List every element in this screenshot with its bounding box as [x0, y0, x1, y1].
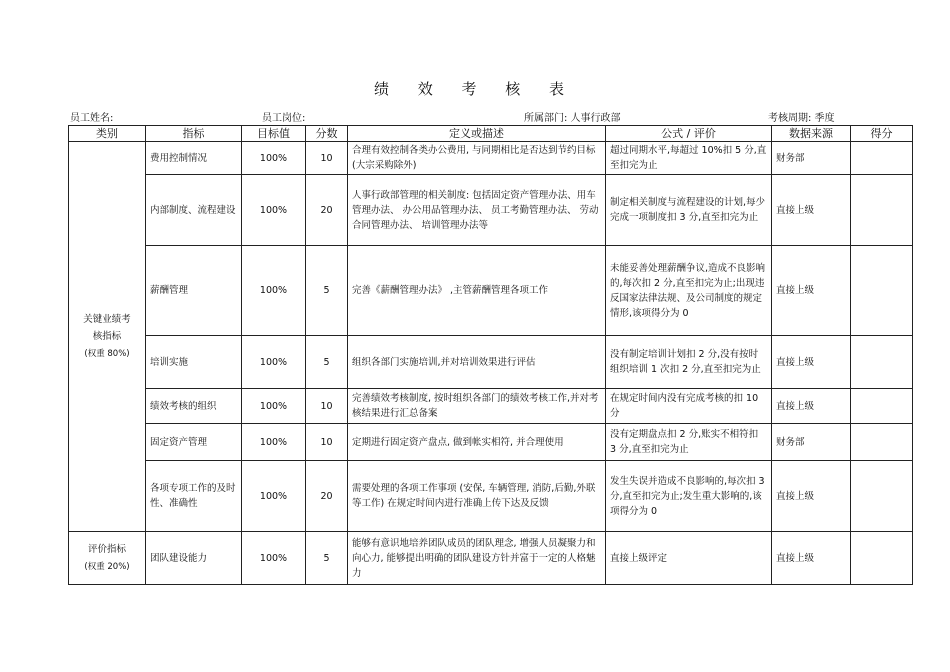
target-cell: 100%	[242, 461, 306, 532]
employee-position-label: 员工岗位:	[262, 113, 306, 124]
description-cell: 组织各部门实施培训,并对培训效果进行评估	[348, 336, 606, 389]
formula-cell: 直接上级评定	[606, 532, 772, 585]
description-cell: 能够有意识地培养团队成员的团队理念, 增强人员凝聚力和向心力, 能够提出明确的团队建设方针并富于一定的人格魅力	[348, 532, 606, 585]
source-cell: 直接上级	[772, 336, 851, 389]
category-cell-kpi	[69, 142, 146, 532]
indicator-cell: 培训实施	[146, 336, 242, 389]
formula-cell: 发生失误并造成不良影响的,每次扣 3 分,直至扣完为止;发生重大影响的,该项得分为 0	[606, 461, 772, 532]
source-cell: 财务部	[772, 142, 851, 175]
table-row	[69, 424, 913, 461]
score-cell: 5	[306, 532, 348, 585]
target-cell: 100%	[242, 175, 306, 246]
score-cell: 5	[306, 336, 348, 389]
description-cell: 需要处理的各项工作事项 (安保, 车辆管理, 消防,后勤,外联等工作) 在规定时间内进行准确上传下达及反馈	[348, 461, 606, 532]
formula-cell: 没有定期盘点扣 2 分,账实不相符扣 3 分,直至扣完为止	[606, 424, 772, 461]
table-header-row	[69, 126, 913, 142]
category-name: 评价指标	[87, 543, 126, 555]
category-cell-evaluation	[69, 532, 146, 585]
description-cell: 完善《薪酬管理办法》 ,主管薪酬管理各项工作	[348, 246, 606, 336]
result-cell[interactable]	[851, 424, 913, 461]
target-cell: 100%	[242, 389, 306, 424]
indicator-cell: 绩效考核的组织	[146, 389, 242, 424]
header-result: 得分	[851, 126, 913, 142]
indicator-cell: 费用控制情况	[146, 142, 242, 175]
target-cell: 100%	[242, 532, 306, 585]
source-cell: 直接上级	[772, 532, 851, 585]
score-cell: 10	[306, 424, 348, 461]
indicator-cell: 各项专项工作的及时性、准确性	[146, 461, 242, 532]
description-cell: 定期进行固定资产盘点, 做到帐实相符, 并合理使用	[348, 424, 606, 461]
evaluation-table	[68, 125, 913, 585]
table-row	[69, 246, 913, 336]
indicator-cell: 薪酬管理	[146, 246, 242, 336]
source-cell: 直接上级	[772, 461, 851, 532]
score-cell: 10	[306, 142, 348, 175]
table-row	[69, 175, 913, 246]
category-name: 关键业绩考	[83, 313, 131, 325]
header-source: 数据来源	[772, 126, 851, 142]
description-cell: 完善绩效考核制度, 按时组织各部门的绩效考核工作,并对考核结果进行汇总备案	[348, 389, 606, 424]
category-weight: (权重 20%)	[84, 561, 130, 572]
table-row	[69, 461, 913, 532]
result-cell[interactable]	[851, 532, 913, 585]
header-description: 定义或描述	[348, 126, 606, 142]
target-cell: 100%	[242, 424, 306, 461]
result-cell[interactable]	[851, 142, 913, 175]
table-row	[69, 389, 913, 424]
indicator-cell: 固定资产管理	[146, 424, 242, 461]
table-row	[69, 142, 913, 175]
target-cell: 100%	[242, 336, 306, 389]
score-cell: 5	[306, 246, 348, 336]
indicator-cell: 内部制度、流程建设	[146, 175, 242, 246]
description-cell: 人事行政部管理的相关制度: 包括固定资产管理办法、用车管理办法、 办公用品管理办法、 员工考勤管理办法、 劳动合同管理办法、 培训管理办法等	[348, 175, 606, 246]
score-cell: 20	[306, 461, 348, 532]
header-score: 分数	[306, 126, 348, 142]
source-cell: 直接上级	[772, 246, 851, 336]
header-category: 类别	[69, 126, 146, 142]
result-cell[interactable]	[851, 461, 913, 532]
header-target: 目标值	[242, 126, 306, 142]
table-row	[69, 336, 913, 389]
description-cell: 合理有效控制各类办公费用, 与同期相比是否达到节约目标(大宗采购除外)	[348, 142, 606, 175]
result-cell[interactable]	[851, 389, 913, 424]
source-cell: 财务部	[772, 424, 851, 461]
score-cell: 20	[306, 175, 348, 246]
result-cell[interactable]	[851, 175, 913, 246]
score-cell: 10	[306, 389, 348, 424]
table-row	[69, 532, 913, 585]
header-indicator: 指标	[146, 126, 242, 142]
formula-cell: 超过同期水平,每超过 10%扣 5 分,直至扣完为止	[606, 142, 772, 175]
result-cell[interactable]	[851, 336, 913, 389]
formula-cell: 没有制定培训计划扣 2 分,没有按时组织培训 1 次扣 2 分,直至扣完为止	[606, 336, 772, 389]
target-cell: 100%	[242, 142, 306, 175]
header-formula: 公式 / 评价	[606, 126, 772, 142]
category-weight: (权重 80%)	[84, 348, 130, 359]
page-title: 绩 效 考 核 表	[373, 80, 577, 98]
indicator-cell: 团队建设能力	[146, 532, 242, 585]
formula-cell: 在规定时间内没有完成考核的扣 10 分	[606, 389, 772, 424]
source-cell: 直接上级	[772, 175, 851, 246]
source-cell: 直接上级	[772, 389, 851, 424]
employee-name-label: 员工姓名:	[70, 113, 114, 124]
period-label: 考核周期: 季度	[768, 113, 835, 124]
formula-cell: 未能妥善处理薪酬争议,造成不良影响的,每次扣 2 分,直至扣完为止;出现违反国家法律法规、及公司制度的规定情形,该项得分为 0	[606, 246, 772, 336]
result-cell[interactable]	[851, 246, 913, 336]
department-label: 所属部门: 人事行政部	[524, 113, 621, 124]
target-cell: 100%	[242, 246, 306, 336]
formula-cell: 制定相关制度与流程建设的计划,每少完成一项制度扣 3 分,直至扣完为止	[606, 175, 772, 246]
category-name: 核指标	[92, 330, 122, 342]
